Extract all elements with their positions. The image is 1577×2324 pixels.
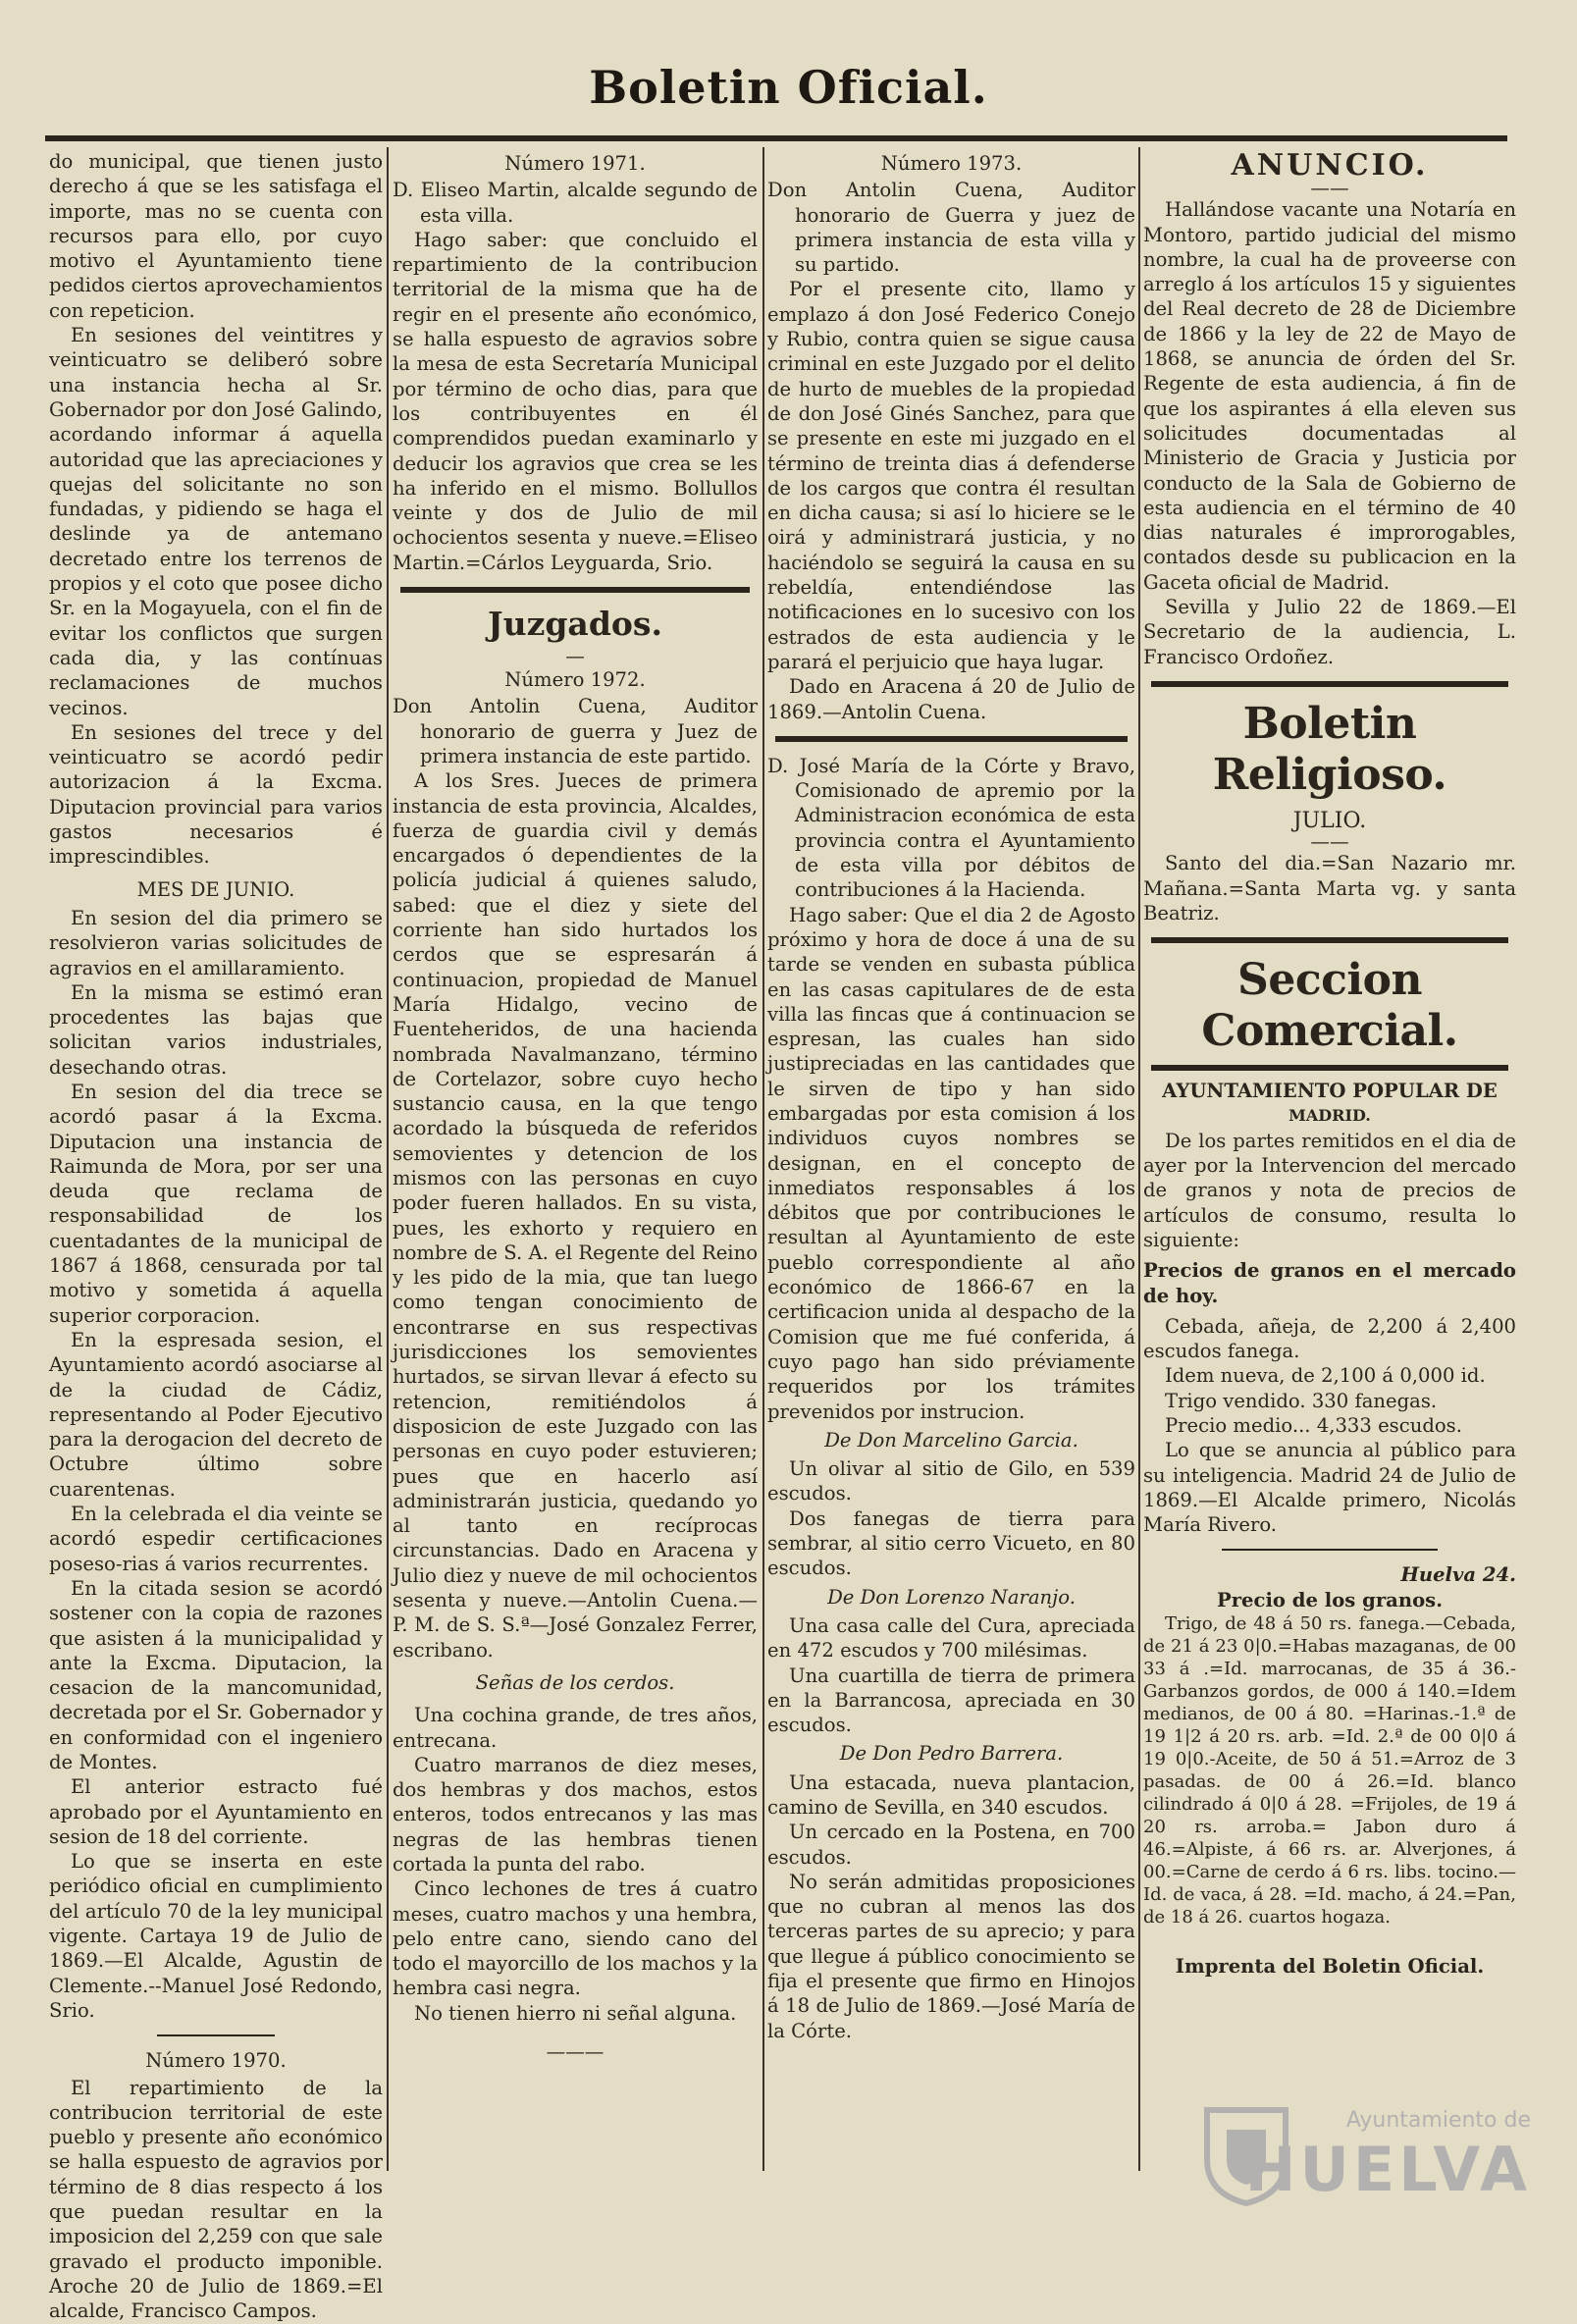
number-1972: Número 1972. [504, 668, 646, 692]
paragraph: D. Eliseo Martin, alcalde segundo de esta villa. [393, 179, 758, 227]
end-dash: ——— [546, 2040, 605, 2064]
paragraph: Idem nueva, de 2,100 á 0,000 id. [1165, 1364, 1486, 1388]
paragraph: En la citada sesion se acordó sostener con la copia de razones que asisten á la municipalidad y ante la Excma. Diputacion, la cesacion de la mancomunidad, decretada por el Sr. Gobernador y en conformidad con el ingeniero de Montes. [49, 1576, 383, 1773]
precios-heading: Precios de granos en el mercado de hoy. [1143, 1259, 1516, 1307]
paragraph: En la espresada sesion, el Ayuntamiento acordó asociarse al de la ciudad de Cádiz, representando al Poder Ejecutivo para la derogacion del decreto de Octubre último sobre cuarentenas. [49, 1328, 383, 1501]
paragraph: Santo del dia.=San Nazario mr. Mañana.=Santa Marta vg. y santa Beatriz. [1143, 852, 1516, 924]
column-1 [49, 149, 383, 2323]
column-divider [762, 147, 764, 2171]
paragraph: Por el presente cito, llamo y emplazo á don José Federico Conejo y Rubio, contra quien se sigue causa criminal en este Juzgado por el delito de hurto de muebles de la propiedad de don José Ginés Sanchez, para que se presente en este mi juzgado en el término de treinta dias á defenderse de los cargos que contra él resultan en dicha causa; si así lo hiciere se le oirá y administrará justicia, y no haciéndolo se seguirá la causa en su rebeldía, entendiéndose las notificaciones en lo sucesivo con los estrados de esta audiencia y le parará el perjuicio que haya lugar. [767, 278, 1135, 673]
paragraph: El anterior estracto fué aprobado por el Ayuntamiento en sesion de 18 del corriente. [49, 1775, 383, 1848]
heading-junio: MES DE JUNIO. [136, 877, 295, 901]
section-rule [1151, 681, 1508, 687]
paragraph: De los partes remitidos en el dia de ayer por la Intervencion del mercado de granos y nota de precios de artículos de consumo, resulta lo siguiente: [1143, 1129, 1516, 1251]
section-rule [400, 587, 750, 593]
dash: —— [1310, 177, 1349, 200]
paragraph: Hago saber: Que el dia 2 de Agosto próximo y hora de doce á una de su tarde se venden en subasta pública en las casas capitulares de de esta villa las fincas que á continuacion se espresan, las cuales han sido justipreciadas en las cantidades que le sirven de tipo y han sido embargadas por esta comision á los individuos cuyos nombres se designan, en el concepto de inmediatos responsables á los débitos que por contribuciones le resultan al Ayuntamiento de este pueblo correspondiente al año económico de 1866-67 en la certificacion unida al despacho de la Comision que me fué conferida, á cuyo pago han sido préviamente requeridos por los trámites prevenidos por instrucion. [767, 903, 1135, 1423]
paragraph: Hago saber: que concluido el repartimiento de la contribucion territorial de la misma que ha de regir en el presente año económico, se halla espuesto de agravios sobre la mesa de esta Secretaría Municipal por término de ocho dias, para que los contribuyentes en él comprendidos puedan examinarlo y deducir los agravios que crea se les ha inferido en el mismo. Bollullos veinte y dos de Julio de mil ochocientos sesenta y nueve.=Eliseo Martin.=Cárlos Leyguarda, Srio. [393, 228, 758, 574]
column-4 [1143, 149, 1516, 2191]
paragraph: En la misma se estimó eran procedentes las bajas que solicitan varios industriales, desechando otras. [49, 980, 383, 1079]
ayuntamiento-heading: AYUNTAMIENTO POPULAR DE [1162, 1080, 1498, 1103]
divider [157, 2034, 275, 2036]
paragraph: Dos fanegas de tierra para sembrar, al sitio cerro Vicueto, en 80 escudos. [767, 1506, 1135, 1580]
paragraph: Trigo, de 48 á 50 rs. fanega.—Cebada, de 21 á 23 0|0.=Habas mazaganas, de 00 33 á .=Id. marrocanas, de 35 á 36.-Garbanzos gordos, de 000 á 140.=Idem medianos, de 00 á 80. =Harinas.-1.ª de 19 1|2 á 20 rs. arb. =Id. 2.ª de 00 0|0 á 19 0|0.-Aceite, de 50 á 51.=Arroz de 3 pasadas. de 00 á 26.=Id. blanco cilindrado á 0|0 á 28. =Frijoles, de 19 á 20 rs. arroba.= Jabon duro á 46.=Alpiste, á 66 rs. ar. Alverjones, á 00.=Carne de cerdo á 6 rs. libs. tocino.—Id. de vaca, á 28. =Id. macho, á 24.=Pan, de 18 á 26. cuartos hogaza. [1143, 1613, 1516, 1928]
paragraph: Cinco lechones de tres á cuatro meses, cuatro machos y una hembra, pelo entre cano, siendo cano del todo el mayorcillo de los machos y la hembra casi negra. [393, 1877, 758, 2000]
julio-heading: JULIO. [1292, 808, 1367, 833]
column-divider [387, 147, 389, 2171]
paragraph: Una cuartilla de tierra de primera en la Barrancosa, apreciada en 30 escudos. [767, 1664, 1135, 1737]
paragraph: A los Sres. Jueces de primera instancia de esta provincia, Alcaldes, fuerza de guardia civil y demás encargados ó dependientes de la policía judicial á quienes saludo, sabed: que el diez y siete del corriente han sido hurtados los cerdos que se espresarán á continuacion, propiedad de Manuel María Hidalgo, vecino de Fuenteheridos, de una hacienda nombrada Navalmanzano, término de Cortelazor, sobre cuyo hecho sustancio causa, en la que tengo acordado la búsqueda de referidos semovientes y detencion de los mismos con las personas en cuyo poder fueren hallados. En su vista, pues, les exhorto y requiero en nombre de S. A. el Regente del Reino y les pido de la mia, que tan luego como tengan conocimiento de encontrarse en sus respectivas jurisdicciones los semovientes hurtados, se sirvan llevar á efecto su retencion, remitiéndolos á disposicion de este Juzgado con las personas en cuyo poder estuvieren; pues que en hacerlo así administrarán justicia, quedando yo al tanto en recíprocas circunstancias. Dado en Aracena y Julio diez y nueve de mil ochocientos sesenta y nueve.—Antolin Cuena.— P. M. de S. S.ª—José Gonzalez Ferrer, escribano. [393, 769, 758, 1662]
huelva-dateline: Huelva 24. [1400, 1563, 1516, 1587]
paragraph: En sesiones del veintitres y veinticuatro se deliberó sobre una instancia hecha al Sr. Gobernador por don José Galindo, acordando informar á aquella autoridad que las apreciaciones y quejas del solicitante no son fundadas, y pidiendo se haga el deslinde ya de antemano decretado entre los terrenos de propios y el coto que posee dicho Sr. en la Mogayuela, con el fin de evitar los conflictos que surgen cada dia, y las contínuas reclamaciones de muchos vecinos. [49, 324, 383, 719]
paragraph: Cuatro marranos de diez meses, dos hembras y dos machos, estos enteros, todos entrecanos y las mas negras de las hembras tienen cortada la punta del rabo. [393, 1753, 758, 1875]
section-rule [1151, 1065, 1508, 1071]
number-1970: Número 1970. [145, 2049, 287, 2073]
senas-heading: Señas de los cerdos. [475, 1670, 675, 1694]
watermark-text: Ayuntamiento de [1345, 2108, 1531, 2133]
imprenta-footer: Imprenta del Boletin Oficial. [1175, 1955, 1485, 1979]
watermark [1197, 2100, 1531, 2208]
column-3 [767, 149, 1135, 2191]
owner-heading: De Don Lorenzo Naranjo. [827, 1585, 1076, 1609]
paragraph: Sevilla y Julio 22 de 1869.—El Secretario de la audiencia, L. Francisco Ordoñez. [1143, 596, 1516, 668]
masthead-rule [45, 135, 1507, 141]
paragraph: do municipal, que tienen justo derecho á que se les satisfaga el importe, mas no se cuenta con recursos para ello, por cuyo motivo el Ayuntamiento tiene pedidos ciertos aprovechamientos con repeticion. [49, 150, 383, 322]
section-juzgados: Juzgados. [488, 605, 662, 644]
paragraph: En sesiones del trece y del veinticuatro se acordó pedir autorizacion á la Excma. Diputacion provincial para varios gastos necesarios é imprescindibles. [49, 720, 383, 869]
paragraph: Trigo vendido. 330 fanegas. [1165, 1389, 1438, 1412]
madrid-heading: MADRID. [1288, 1106, 1371, 1126]
owner-heading: De Don Pedro Barrera. [839, 1742, 1064, 1766]
paragraph: Dado en Aracena á 20 de Julio de 1869.—Antolin Cuena. [767, 675, 1135, 723]
column-2 [393, 149, 758, 2191]
divider [1222, 1549, 1438, 1551]
paragraph: Una estacada, nueva plantacion, camino de Sevilla, en 340 escudos. [767, 1770, 1135, 1819]
masthead-title: Boletin Oficial. [589, 61, 988, 114]
section-boletin-religioso: Boletin Religioso. [1212, 698, 1447, 800]
section-rule [775, 736, 1128, 742]
paragraph: Don Antolin Cuena, Auditor honorario de Guerra y juez de primera instancia de esta villa y su partido. [767, 179, 1135, 277]
paragraph: Lo que se inserta en este periódico oficial en cumplimiento del artículo 70 de la ley municipal vigente. Cartaya 19 de Julio de 1869.—El Alcalde, Agustin de Clemente.--Manuel José Redondo, Srio. [49, 1850, 383, 2022]
section-comercial: Seccion Comercial. [1201, 955, 1458, 1057]
paragraph: Un cercado en la Postena, en 700 escudos. [767, 1821, 1135, 1869]
paragraph: Un olivar al sitio de Gilo, en 539 escudos. [767, 1457, 1135, 1505]
paragraph: En la celebrada el dia veinte se acordó espedir certificaciones poseso-rias á varios recurrentes. [49, 1503, 383, 1575]
paragraph: Una cochina grande, de tres años, entrecana. [393, 1704, 758, 1752]
paragraph: En sesion del dia trece se acordó pasar á la Excma. Diputacion una instancia de Raimunda de Mora, por ser una deuda que reclama de responsabilidad de los cuentadantes de la municipal de 1867 á 1868, censurada por tal motivo y sometida á aquella superior corporacion. [49, 1080, 383, 1327]
section-rule [1151, 937, 1508, 943]
paragraph: No serán admitidas proposiciones que no cubran al menos las dos terceras partes de su aprecio; y para que llegue á público conocimiento se fija el presente que firmo en Hinojos á 18 de Julio de 1869.—José María de la Córte. [767, 1870, 1135, 2042]
number-1971: Número 1971. [504, 152, 646, 175]
paragraph: Don Antolin Cuena, Auditor honorario de guerra y Juez de primera instancia de este partido. [393, 695, 758, 767]
paragraph: D. José María de la Córte y Bravo, Comisionado de apremio por la Administracion económica de esta provincia contra el Ayuntamiento de esta villa por débitos de contribuciones á la Hacienda. [767, 754, 1135, 902]
anuncio-heading: ANUNCIO. [1231, 148, 1429, 183]
watermark-city: HUELVA [1244, 2134, 1531, 2205]
precio-granos-heading: Precio de los granos. [1216, 1588, 1444, 1611]
paragraph: Lo que se anuncia al público para su inteligencia. Madrid 24 de Julio de 1869.—El Alcalde primero, Nicolás María Rivero. [1143, 1439, 1516, 1537]
paragraph: En sesion del dia primero se resolvieron varias solicitudes de agravios en el amillaramiento. [49, 906, 383, 979]
paragraph: El repartimiento de la contribucion territorial de este pueblo y presente año económico se halla espuesto de agravios por término de 8 dias respecto á los que puedan resultar en la imposicion del 2,259 con que sale gravado el producto imponible. Aroche 20 de Julio de 1869.=El alcalde, Francisco Campos. [49, 2076, 383, 2323]
column-divider [1138, 147, 1140, 2171]
paragraph: Una casa calle del Cura, apreciada en 472 escudos y 700 milésimas. [767, 1613, 1135, 1663]
owner-heading: De Don Marcelino Garcia. [824, 1428, 1078, 1452]
number-1973: Número 1973. [880, 152, 1023, 175]
paragraph: Precio medio... 4,333 escudos. [1165, 1413, 1462, 1437]
paragraph: No tienen hierro ni señal alguna. [414, 2001, 737, 2025]
paragraph: Cebada, añeja, de 2,200 á 2,400 escudos fanega. [1143, 1314, 1516, 1363]
dash: — [565, 645, 585, 668]
paragraph: Hallándose vacante una Notaría en Montoro, partido judicial del mismo nombre, la cual ha de proveerse con arreglo á los artículos 15 y siguientes del Real decreto de 28 de Diciembre de 1866 y la ley de 22 de Mayo de 1868, se anuncia de órden del Sr. Regente de esta audiencia, á fin de que los aspirantes á ella eleven sus solicitudes documentadas al Ministerio de Gracia y Justicia por conducto de la Sala de Gobierno de esta audiencia en el término de 40 dias naturales é improrogables, contados desde su publicacion en la Gaceta oficial de Madrid. [1143, 198, 1516, 594]
dash: —— [1310, 830, 1349, 854]
